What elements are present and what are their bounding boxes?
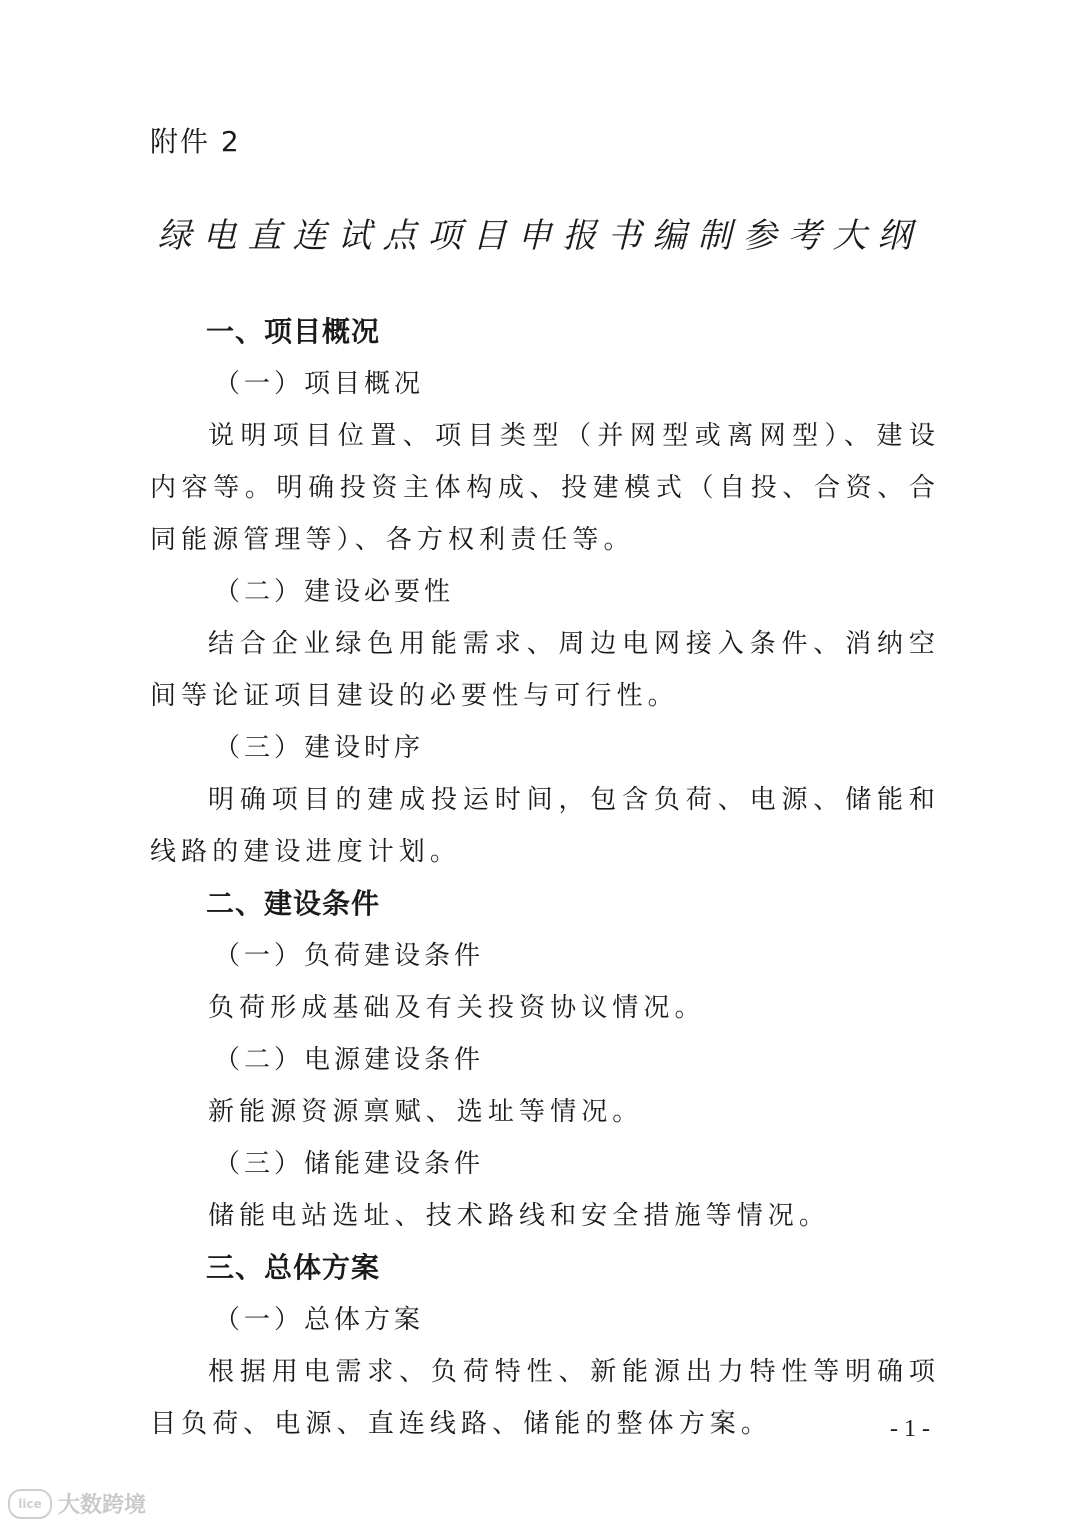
paragraph: 说明项目位置、项目类型（并网型或离网型）、建设内容等。明确投资主体构成、投建模式（自投、合资、合同能源管理等）、各方权利责任等。 bbox=[150, 421, 940, 555]
document-title: 绿电直连试点项目申报书编制参考大纲 bbox=[157, 216, 923, 256]
subsection-heading: （一）项目概况 bbox=[214, 369, 425, 399]
section bbox=[150, 878, 940, 1242]
subsection-heading: （一）总体方案 bbox=[214, 1305, 425, 1335]
section bbox=[150, 306, 940, 878]
subsection-heading: （二）建设必要性 bbox=[214, 577, 455, 607]
paragraph: 新能源资源禀赋、选址等情况。 bbox=[208, 1097, 644, 1127]
attachment-label: 附件 2 bbox=[150, 125, 241, 158]
watermark-logo-icon: lice bbox=[8, 1489, 52, 1519]
section-heading: 二、建设条件 bbox=[206, 887, 381, 920]
paragraph: 储能电站选址、技术路线和安全措施等情况。 bbox=[208, 1201, 831, 1231]
section bbox=[150, 1242, 940, 1450]
paragraph: 明确项目的建成投运时间，包含负荷、电源、储能和线路的建设进度计划。 bbox=[150, 785, 940, 867]
subsection-heading: （二）电源建设条件 bbox=[214, 1045, 485, 1075]
paragraph: 负荷形成基础及有关投资协议情况。 bbox=[208, 993, 706, 1023]
paragraph: 根据用电需求、负荷特性、新能源出力特性等明确项目负荷、电源、直连线路、储能的整体方案。 bbox=[150, 1357, 940, 1439]
section-heading: 三、总体方案 bbox=[206, 1251, 381, 1284]
subsection-heading: （一）负荷建设条件 bbox=[214, 941, 485, 971]
watermark bbox=[8, 1488, 146, 1519]
section-heading: 一、项目概况 bbox=[206, 315, 381, 348]
document-body bbox=[150, 306, 940, 1450]
subsection-heading: （三）储能建设条件 bbox=[214, 1149, 485, 1179]
page-number: - 1 - bbox=[890, 1416, 930, 1442]
subsection-heading: （三）建设时序 bbox=[214, 733, 425, 763]
paragraph: 结合企业绿色用能需求、周边电网接入条件、消纳空间等论证项目建设的必要性与可行性。 bbox=[150, 629, 940, 711]
watermark-brand: 大数跨境 bbox=[58, 1493, 147, 1518]
